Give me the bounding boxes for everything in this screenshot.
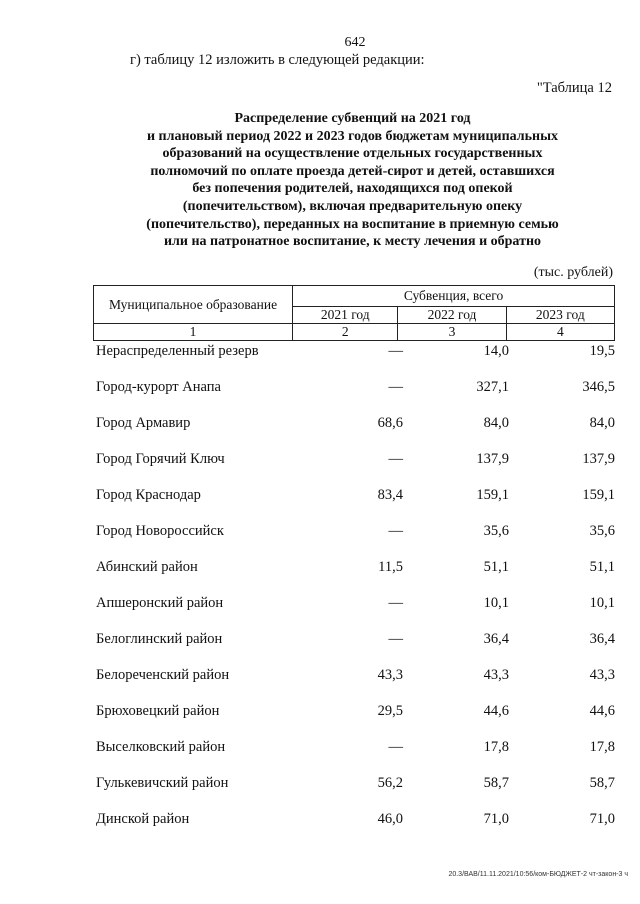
row-value-2021: 46,0 — [377, 811, 403, 827]
header-colnum-2: 2 — [293, 324, 398, 341]
row-value-2022: 137,9 — [476, 451, 509, 467]
title-line: (попечительство), переданных на воспитание в приемную семью — [146, 216, 559, 232]
row-value-2023: 51,1 — [589, 559, 615, 575]
table-row — [0, 631, 640, 651]
row-value-2021: 56,2 — [377, 775, 403, 791]
title-line: образований на осуществление отдельных государственных — [162, 146, 543, 162]
title-line: полномочий по оплате проезда детей-сирот и детей, оставшихся — [150, 163, 555, 179]
table-row — [0, 415, 640, 435]
row-name: Город Горячий Ключ — [96, 451, 225, 467]
table-caption: "Таблица 12 — [536, 80, 612, 96]
row-value-2023: 58,7 — [589, 775, 615, 791]
row-name: Город Новороссийск — [96, 523, 224, 539]
table-row — [0, 667, 640, 687]
table-row — [0, 739, 640, 759]
table-row — [0, 559, 640, 579]
title-line: (попечительством), включая предварительную опеку — [182, 198, 523, 214]
row-name: Апшеронский район — [96, 595, 224, 611]
row-value-2023: 36,4 — [589, 631, 615, 647]
row-name: Белореченский район — [96, 667, 230, 683]
table-row — [0, 451, 640, 471]
row-value-2022: 84,0 — [483, 415, 509, 431]
row-value-2021: — — [388, 379, 403, 395]
intro-text: г) таблицу 12 изложить в следующей редакции: — [130, 52, 425, 68]
row-value-2023: 346,5 — [582, 379, 615, 395]
row-value-2021: — — [388, 595, 403, 611]
page-number: 642 — [344, 35, 366, 50]
title-line: Распределение субвенций на 2021 год — [234, 111, 471, 126]
row-value-2021: — — [388, 451, 403, 467]
table-row — [0, 775, 640, 795]
title-line: и плановый период 2022 и 2023 годов бюджетам муниципальных — [146, 128, 559, 144]
row-value-2022: 51,1 — [483, 559, 509, 575]
row-value-2023: 35,6 — [589, 523, 615, 539]
header-year-2021: 2021 год — [293, 307, 398, 324]
table-row — [0, 703, 640, 723]
table-row — [0, 379, 640, 399]
table-row — [0, 595, 640, 615]
row-value-2023: 17,8 — [589, 739, 615, 755]
row-value-2021: — — [388, 739, 403, 755]
row-value-2023: 44,6 — [589, 703, 615, 719]
row-value-2023: 43,3 — [589, 667, 615, 683]
row-value-2021: 11,5 — [378, 559, 403, 575]
row-value-2022: 43,3 — [483, 667, 509, 683]
row-name: Нераспределенный резерв — [96, 343, 259, 359]
table-row — [0, 343, 640, 363]
row-name: Город Армавир — [96, 415, 191, 431]
row-value-2022: 14,0 — [483, 343, 509, 359]
row-value-2023: 10,1 — [589, 595, 615, 611]
row-name: Гулькевичский район — [96, 775, 229, 791]
header-colnum-1: 1 — [94, 324, 293, 341]
row-value-2021: — — [388, 631, 403, 647]
row-name: Выселковский район — [96, 739, 226, 755]
row-value-2022: 35,6 — [483, 523, 509, 539]
table-header — [93, 285, 615, 341]
table-row — [0, 523, 640, 543]
row-value-2021: 68,6 — [377, 415, 403, 431]
table-row — [0, 487, 640, 507]
row-value-2021: — — [388, 343, 403, 359]
row-name: Абинский район — [96, 559, 198, 575]
row-name: Динской район — [96, 811, 190, 827]
row-value-2023: 71,0 — [589, 811, 615, 827]
table-title — [95, 110, 610, 251]
row-value-2022: 159,1 — [476, 487, 509, 503]
row-name: Город Краснодар — [96, 487, 201, 503]
units-label: (тыс. рублей) — [533, 265, 613, 280]
row-name: Белоглинский район — [96, 631, 223, 647]
row-value-2022: 58,7 — [483, 775, 509, 791]
row-value-2022: 10,1 — [483, 595, 509, 611]
table-row — [0, 811, 640, 831]
header-colnum-4: 4 — [506, 324, 614, 341]
row-value-2021: 83,4 — [377, 487, 403, 503]
row-value-2023: 84,0 — [589, 415, 615, 431]
row-value-2022: 44,6 — [483, 703, 509, 719]
row-value-2023: 19,5 — [589, 343, 615, 359]
header-year-2023: 2023 год — [506, 307, 614, 324]
header-subvention-total: Субвенция, всего — [293, 286, 615, 307]
row-value-2021: 43,3 — [377, 667, 403, 683]
row-value-2023: 159,1 — [582, 487, 615, 503]
row-value-2022: 36,4 — [483, 631, 509, 647]
row-value-2021: — — [388, 523, 403, 539]
header-colnum-3: 3 — [398, 324, 506, 341]
title-line: без попечения родителей, находящихся под опекой — [192, 181, 513, 197]
header-year-2022: 2022 год — [398, 307, 506, 324]
header-municipality: Муниципальное образование — [94, 286, 293, 324]
footer-stamp: 20.3/ВАВ/11.11.2021/10:56/ком-БЮДЖЕТ-2 чт-закон-3 ч — [448, 871, 628, 878]
row-name: Город-курорт Анапа — [96, 379, 221, 395]
title-line: или на патронатное воспитание, к месту лечения и обратно — [163, 234, 542, 250]
row-name: Брюховецкий район — [96, 703, 220, 719]
row-value-2022: 71,0 — [483, 811, 509, 827]
row-value-2022: 327,1 — [476, 379, 509, 395]
row-value-2023: 137,9 — [582, 451, 615, 467]
row-value-2022: 17,8 — [483, 739, 509, 755]
row-value-2021: 29,5 — [377, 703, 403, 719]
